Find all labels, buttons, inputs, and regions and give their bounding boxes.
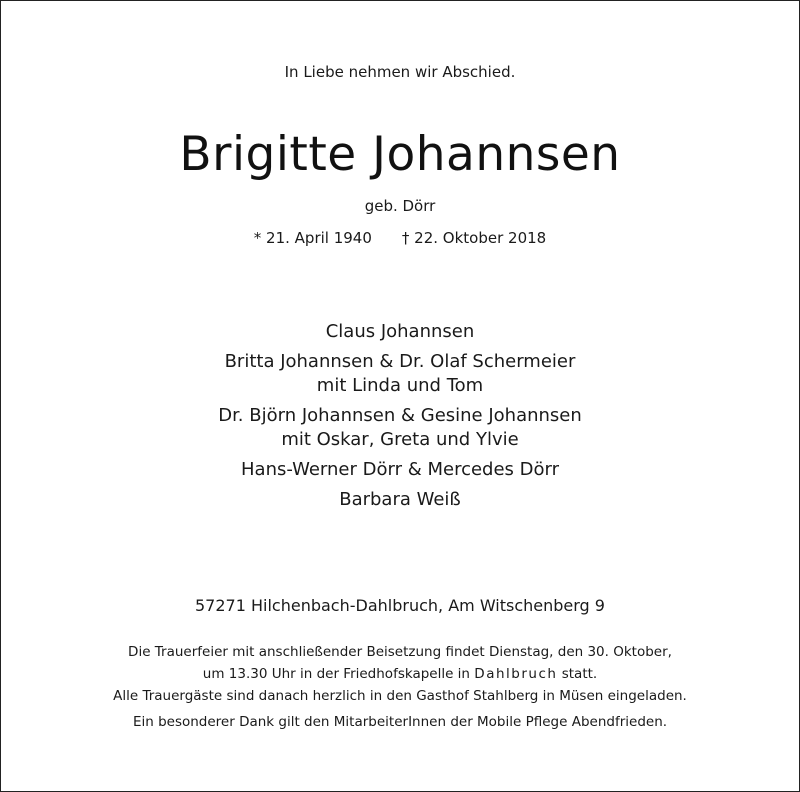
mourner-name: Dr. Björn Johannsen & Gesine Johannsen [218, 405, 582, 426]
notice-line-2-start: um 13.30 Uhr in der Friedhofskapelle in [202, 666, 475, 682]
mourner-name: Britta Johannsen & Dr. Olaf Schermeier [224, 351, 576, 372]
mourner-entry [1, 458, 799, 482]
mourner-entry [1, 320, 799, 344]
mourner-entry [1, 488, 799, 512]
funeral-notice [1, 641, 799, 707]
mourner-entry [1, 404, 799, 452]
mourner-name: Claus Johannsen [325, 321, 475, 342]
mourner-children: mit Oskar, Greta und Ylvie [281, 429, 519, 450]
notice-line-3: Alle Trauergäste sind danach herzlich in den Gasthof Stahlberg in Müsen eingeladen. [113, 688, 687, 704]
notice-line-1: Die Trauerfeier mit anschließender Beisetzung findet Dienstag, den 30. Oktober, [128, 644, 672, 660]
birth-name: geb. Dörr [364, 197, 436, 215]
birth-date: * 21. April 1940 [253, 229, 372, 247]
death-date: † 22. Oktober 2018 [401, 229, 547, 247]
mourner-entry [1, 350, 799, 398]
mourner-name: Barbara Weiß [339, 489, 461, 510]
thanks-text: Ein besonderer Dank gilt den MitarbeiterInnen der Mobile Pflege Abendfrieden. [132, 714, 668, 730]
family-address: 57271 Hilchenbach-Dahlbruch, Am Witschenberg 9 [195, 596, 605, 615]
mourner-children: mit Linda und Tom [316, 375, 484, 396]
notice-line-2-end: statt. [557, 666, 598, 682]
mourner-name: Hans-Werner Dörr & Mercedes Dörr [241, 459, 559, 480]
notice-place: Dahlbruch [474, 666, 558, 682]
mourners-list [1, 320, 799, 518]
deceased-name: Brigitte Johannsen [179, 127, 621, 182]
life-dates [1, 227, 799, 249]
intro-text: In Liebe nehmen wir Abschied. [284, 63, 516, 81]
notice-line-2 [1, 663, 799, 685]
